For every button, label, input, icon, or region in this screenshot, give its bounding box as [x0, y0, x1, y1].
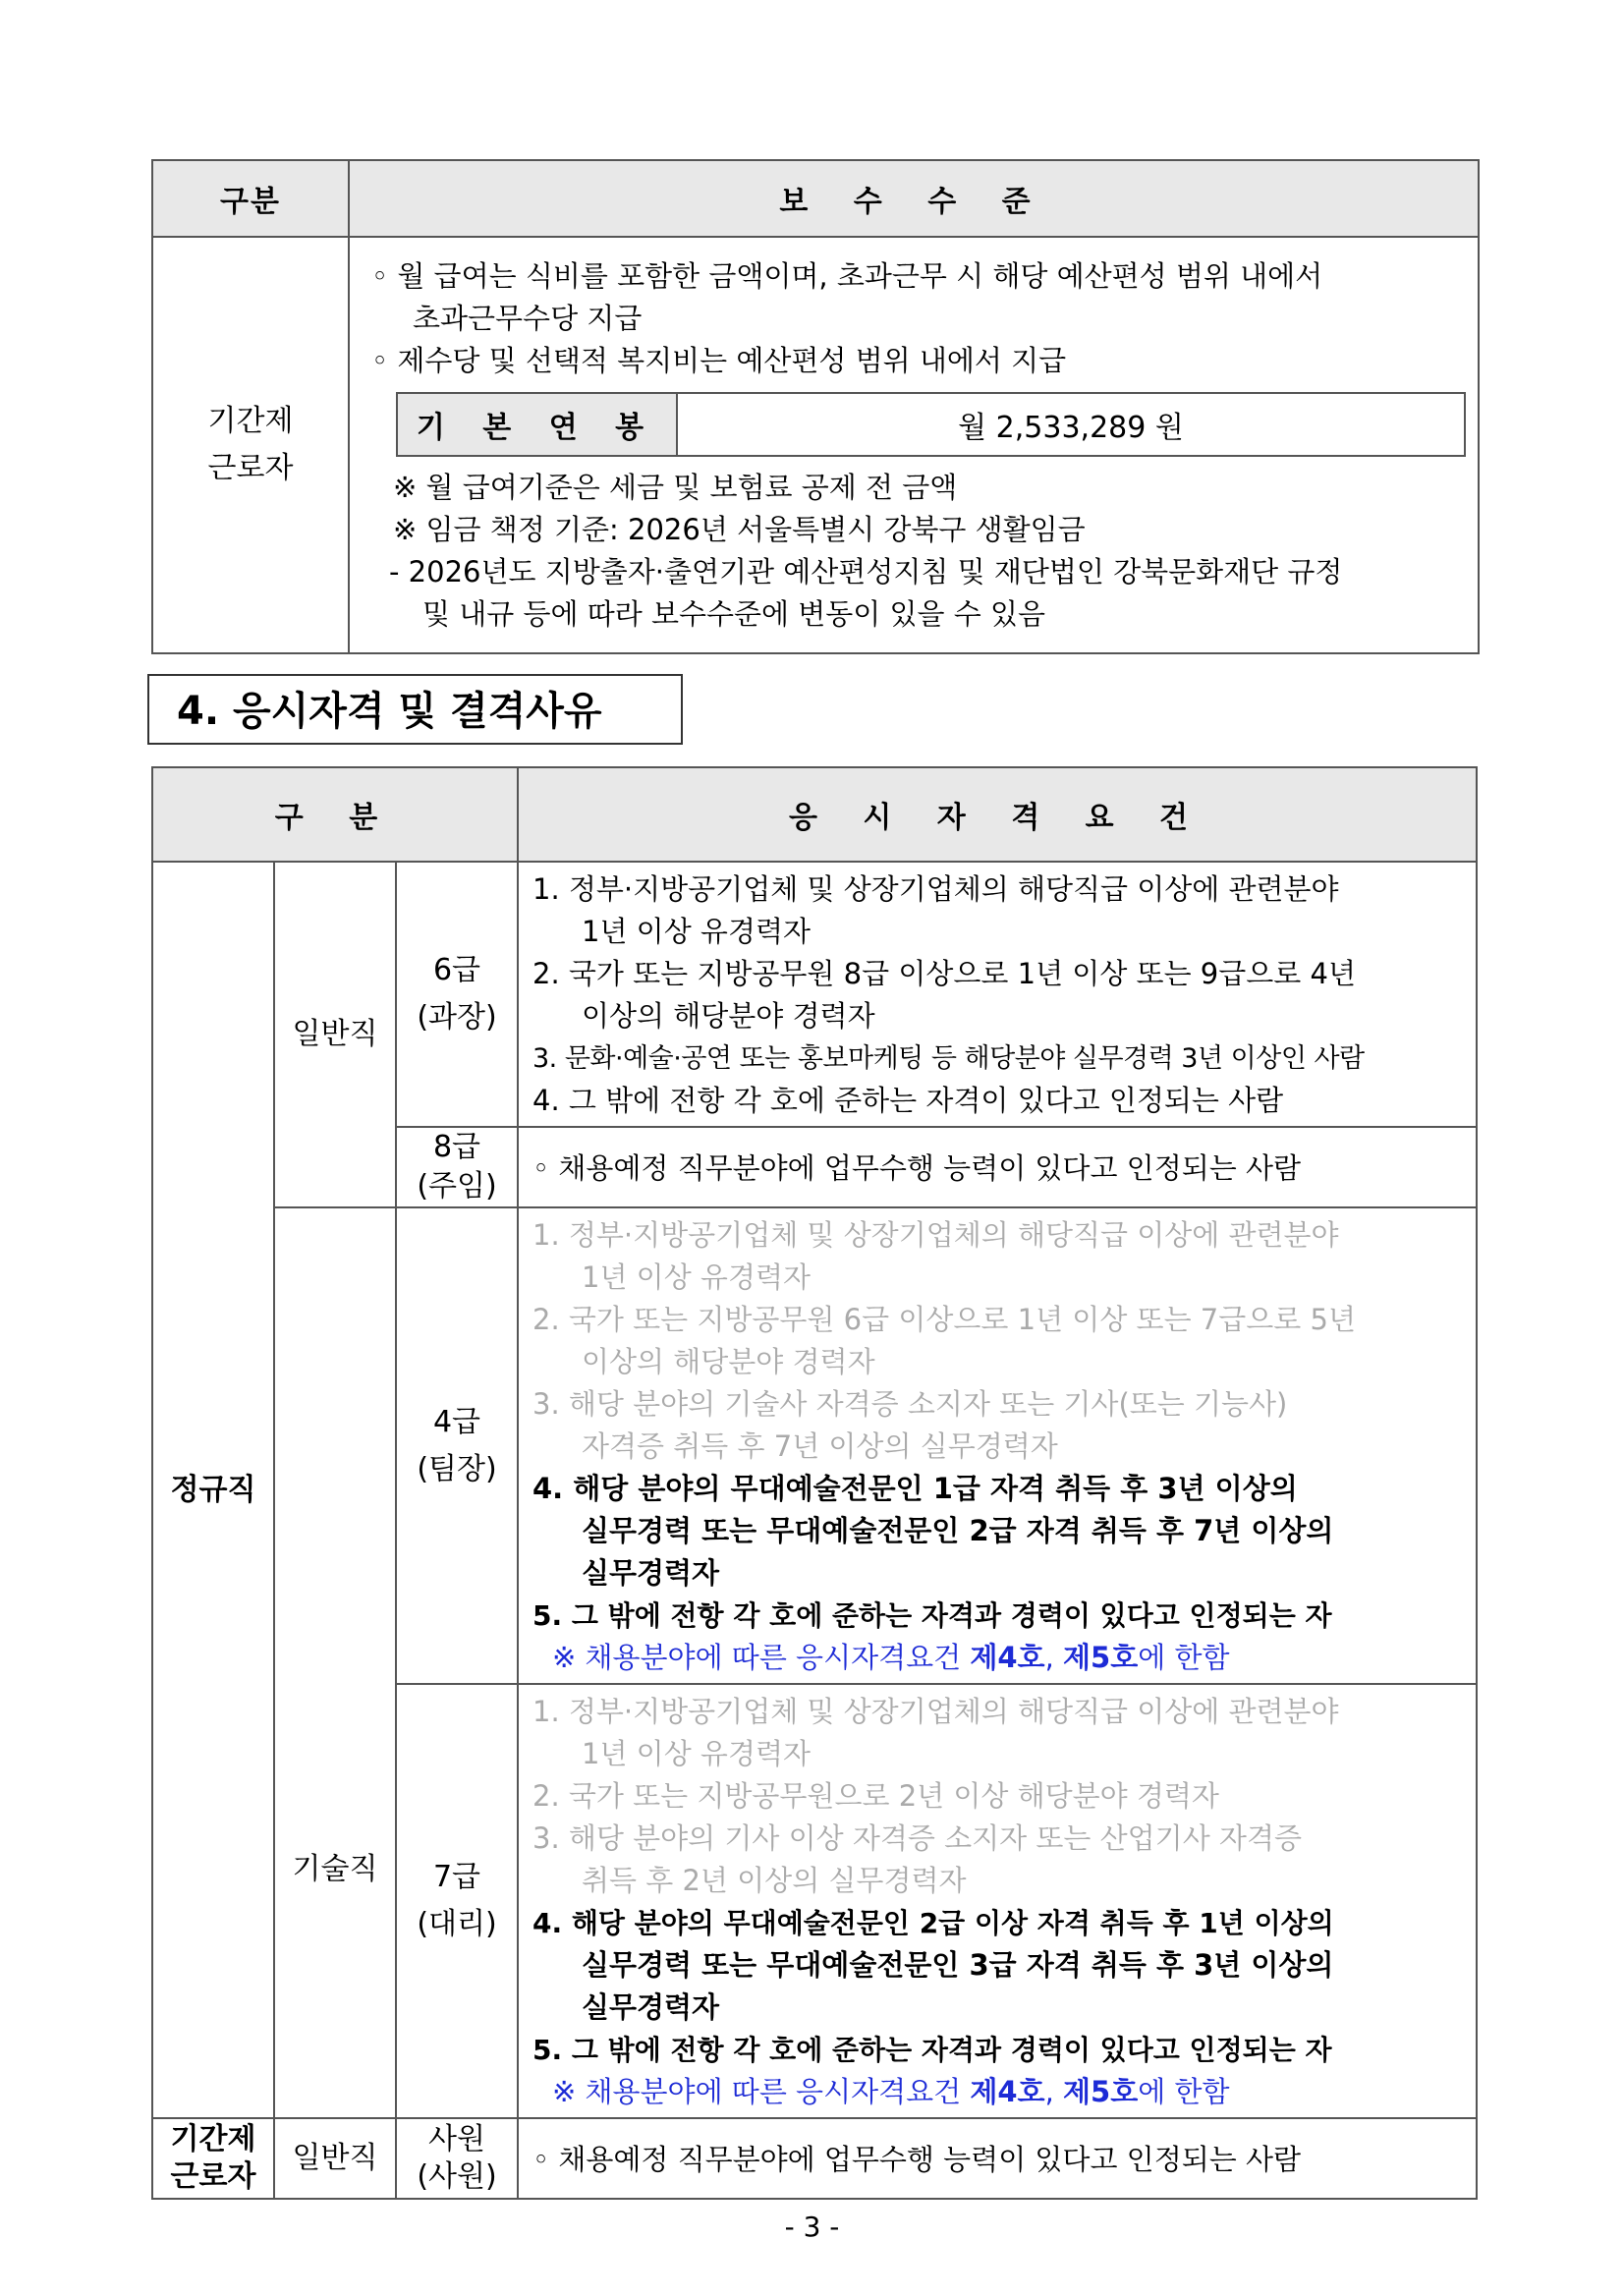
- grade7-note: ※ 채용분야에 따른 응시자격요건 제4호, 제5호에 한함: [552, 2075, 1230, 2108]
- grade8-label: 8급 (주임): [396, 1127, 518, 1207]
- regular-label: 정규직: [152, 862, 274, 2118]
- pay-note-2: ※ 임금 책정 기준: 2026년 서울특별시 강북구 생활임금: [393, 512, 1086, 546]
- qual-header-requirements: 응 시 자 격 요 건: [518, 767, 1477, 862]
- pay-note-3-cont: 및 내규 등에 따라 보수수준에 변동이 있을 수 있음: [422, 596, 1046, 631]
- page-number: - 3 -: [784, 2211, 840, 2243]
- grade4-note: ※ 채용분야에 따른 응시자격요건 제4호, 제5호에 한함: [552, 1641, 1230, 1674]
- temp-general-label: 일반직: [274, 2118, 396, 2199]
- pay-bullet-2: ◦ 제수당 및 선택적 복지비는 예산편성 범위 내에서 지급: [371, 343, 1067, 377]
- grade7-label: 7급 (대리): [396, 1684, 518, 2118]
- technical-label: 기술직: [274, 1207, 396, 2118]
- section-title: 4. 응시자격 및 결격사유: [147, 674, 683, 745]
- grade8-requirements: ◦ 채용예정 직무분야에 업무수행 능력이 있다고 인정되는 사람: [518, 1127, 1477, 1207]
- base-salary-value: 월 2,533,289 원: [677, 393, 1465, 456]
- staff-requirements: ◦ 채용예정 직무분야에 업무수행 능력이 있다고 인정되는 사람: [518, 2118, 1477, 2199]
- grade4-label: 4급 (팀장): [396, 1207, 518, 1684]
- pay-bullet-1: ◦ 월 급여는 식비를 포함한 금액이며, 초과근무 시 해당 예산편성 범위 내에서: [371, 258, 1323, 293]
- grade6-requirements: 1. 정부·지방공기업체 및 상장기업체의 해당직급 이상에 관련분야 1년 이상 유경력자 2. 국가 또는 지방공무원 8급 이상으로 1년 이상 또는 9급으로 4년 이상의 해당분야 경력자 3. 문화·예술·공연 또는 홍보마케팅 등 해당분야 실무경력 3년 이상인 사람 4. 그 밖에 전항 각 호에 준하는 자격이 있다고 인정되는 사람: [518, 862, 1477, 1127]
- general-label: 일반직: [274, 862, 396, 1207]
- pay-table: [151, 159, 1480, 654]
- grade7-requirements: 1. 정부·지방공기업체 및 상장기업체의 해당직급 이상에 관련분야 1년 이상 유경력자 2. 국가 또는 지방공무원으로 2년 이상 해당분야 경력자 3. 해당 분야의 기사 이상 자격증 소지자 또는 산업기사 자격증 취득 후 2년 이상의 실무경력자 4. 해당 분야의 무대예술전문인 2급 이상 자격 취득 후 1년 이상의 실무경력 또는 무대예술전문인 3급 자격 취득 후 3년 이상의 실무경력자 5. 그 밖에 전항 각 호에 준하는 자격과 경력이 있다고 인정되는 자 ※ 채용분야에 따른 응시자격요건 제4호, 제5호에 한함: [518, 1684, 1477, 2118]
- qualification-table: [151, 766, 1478, 2200]
- grade6-label: 6급 (과장): [396, 862, 518, 1127]
- pay-note-1: ※ 월 급여기준은 세금 및 보험료 공제 전 금액: [393, 470, 958, 504]
- pay-bullet-1-cont: 초과근무수당 지급: [413, 301, 643, 335]
- pay-note-3: - 2026년도 지방출자·출연기관 예산편성지침 및 재단법인 강북문화재단 규정: [389, 554, 1343, 588]
- pay-level-cell: [349, 237, 1479, 653]
- pay-header-category: 구분: [152, 160, 349, 237]
- temp-worker-label: 기간제 근로자: [152, 2118, 274, 2199]
- grade4-requirements: 1. 정부·지방공기업체 및 상장기업체의 해당직급 이상에 관련분야 1년 이상 유경력자 2. 국가 또는 지방공무원 6급 이상으로 1년 이상 또는 7급으로 5년 이상의 해당분야 경력자 3. 해당 분야의 기술사 자격증 소지자 또는 기사(또는 기능사) 자격증 취득 후 7년 이상의 실무경력자 4. 해당 분야의 무대예술전문인 1급 자격 취득 후 3년 이상의 실무경력 또는 무대예술전문인 2급 자격 취득 후 7년 이상의 실무경력자 5. 그 밖에 전항 각 호에 준하는 자격과 경력이 있다고 인정되는 자 ※ 채용분야에 따른 응시자격요건 제4호, 제5호에 한함: [518, 1207, 1477, 1684]
- qual-header-category: 구 분: [152, 767, 518, 862]
- staff-label: 사원 (사원): [396, 2118, 518, 2199]
- base-salary-label: 기 본 연 봉: [397, 393, 677, 456]
- pay-header-level: 보 수 수 준: [349, 160, 1479, 237]
- base-salary-table: [396, 392, 1466, 457]
- pay-category-label: 기간제 근로자: [152, 237, 349, 653]
